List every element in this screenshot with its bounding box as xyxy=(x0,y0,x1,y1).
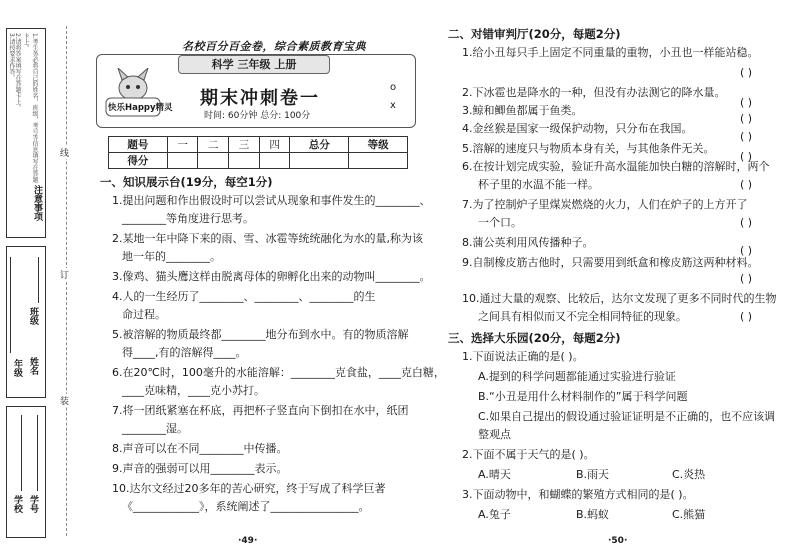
q-line: 7.将一团纸紧塞在杯底，再把杯子竖直向下倒扣在水中，纸团 xyxy=(112,404,409,417)
tf-question: 8.蒲公英利用风传播种子。 xyxy=(462,236,594,249)
field-class: 班级 xyxy=(28,307,38,325)
mc-option[interactable]: A.晴天 xyxy=(478,468,511,481)
id-box xyxy=(6,406,46,538)
mc-question: 2.下面不属于天气的是( )。 xyxy=(462,448,595,461)
slogan: 名校百分百金卷，综合素质教育宝典 xyxy=(182,40,366,53)
mascot-logo xyxy=(104,68,173,120)
grade-line xyxy=(10,257,11,353)
q-line: 地一年的________。 xyxy=(122,250,221,263)
subject-tab: 科学 三年级 上册 xyxy=(178,55,330,74)
tf-answer-paren[interactable]: ( ) xyxy=(740,112,753,125)
score-row-label: 得分 xyxy=(109,153,168,169)
mc-option[interactable]: A.兔子 xyxy=(478,508,511,521)
score-header: 等级 xyxy=(349,137,408,153)
tf-question: 1.给小丑每只手上固定不同重量的重物，小丑也一样能站稳。 xyxy=(462,46,759,59)
notice-3: 3.请按要求作答。 xyxy=(8,33,15,81)
field-id: 学号 xyxy=(28,495,38,513)
exam-info: 时间: 60分钟 总分: 100分 xyxy=(204,111,311,121)
tf-answer-paren[interactable]: ( ) xyxy=(740,66,753,79)
logo-text: 快乐Happy精灵 xyxy=(108,103,173,113)
q-line: 4.人的一生经历了________、________、________的生 xyxy=(112,290,376,303)
score-header: 总分 xyxy=(290,137,349,153)
q-line: 10.达尔文经过20多年的苦心研究，终于写成了科学巨著 xyxy=(112,482,386,495)
mc-option[interactable]: B.蚂蚁 xyxy=(576,508,610,521)
tf-answer-paren[interactable]: ( ) xyxy=(740,216,753,229)
tf-question: 7.为了控制炉子里煤炭燃烧的火力，人们在炉子的上方开了 xyxy=(462,198,748,211)
score-table xyxy=(108,136,408,169)
class-line xyxy=(38,257,39,303)
page-number-right: ·50· xyxy=(608,536,628,546)
q-line: 3.像鸡、猫头鹰这样由脱离母体的卵孵化出来的动物叫________。 xyxy=(112,270,431,283)
q-line: 9.声音的强弱可以用________表示。 xyxy=(112,462,288,475)
school-line xyxy=(21,415,22,491)
field-grade: 年级 xyxy=(12,359,22,377)
score-header: 三 xyxy=(229,137,260,153)
side-mark-o: o xyxy=(390,82,397,93)
section1-title: 一、知识展示台(19分，每空1分) xyxy=(100,175,273,189)
field-name: 姓名 xyxy=(28,357,38,375)
q-line: 8.声音可以在不同________中传播。 xyxy=(112,442,288,455)
section2-title: 二、对错审判厅(20分，每题2分) xyxy=(448,27,621,41)
q-line: 6.在20℃时，100毫升的水能溶解：________克食盐，____克白糖， xyxy=(112,366,445,379)
fold-line xyxy=(66,26,67,536)
tf-answer-paren[interactable]: ( ) xyxy=(740,96,753,109)
q-line: 得____,有的溶解得____。 xyxy=(122,346,247,359)
page-number-left: ·49· xyxy=(238,536,258,546)
score-header: 二 xyxy=(198,137,229,153)
tf-answer-paren[interactable]: ( ) xyxy=(740,130,753,143)
score-cell[interactable] xyxy=(167,153,198,169)
mc-question: 1.下面说法正确的是( )。 xyxy=(462,350,584,363)
score-row xyxy=(109,153,408,169)
tf-answer-paren[interactable]: ( ) xyxy=(740,272,753,285)
score-cell[interactable] xyxy=(229,153,260,169)
tf-answer-paren[interactable]: ( ) xyxy=(740,178,753,191)
mc-option[interactable]: C.熊猫 xyxy=(672,508,706,521)
q-line: 5.被溶解的物质最终都________地分布到水中。有的物质溶解 xyxy=(112,328,409,341)
fold-mark-line: 线 xyxy=(60,146,69,159)
tf-answer-paren[interactable]: ( ) xyxy=(740,244,753,257)
exam-title: 期末冲刺卷一 xyxy=(200,88,320,109)
section3-title: 三、选择大乐园(20分，每题2分) xyxy=(448,331,621,345)
notice-1: 1.考生务必将自己的姓名，班级，考号等信息填写在答题卡上。 xyxy=(22,33,38,183)
tf-question-cont: 杯子里的水温不能一样。 xyxy=(478,178,599,191)
q-line: 命过程。 xyxy=(122,308,166,321)
notice-box xyxy=(6,28,46,238)
mc-option[interactable]: B.雨天 xyxy=(576,468,610,481)
tf-question: 9.自制橡皮筋古他时，只需要用到纸盒和橡皮筋这两种材料。 xyxy=(462,256,759,269)
tf-question: 2.下冰雹也是降水的一种，但没有办法测它的降水量。 xyxy=(462,86,726,99)
tf-question: 6.在按计划完成实验，验证升高水温能加快白糖的溶解时，两个 xyxy=(462,160,770,173)
q-line: 《____________》，系统阐述了________________。 xyxy=(122,500,370,513)
mc-option[interactable]: C.如果自己提出的假设通过验证证明是不正确的，也不应该调 xyxy=(478,410,776,423)
tf-answer-paren[interactable]: ( ) xyxy=(740,310,753,323)
id-line xyxy=(37,415,38,491)
mc-option[interactable]: A.提到的科学问题都能通过实验进行验证 xyxy=(478,370,676,383)
score-cell[interactable] xyxy=(349,153,408,169)
tf-question: 5.溶解的速度只与物质本身有关，与其他条件无关。 xyxy=(462,142,715,155)
tf-question-cont: 之间具有相似而又不完全相同特征的现象。 xyxy=(478,310,687,323)
q-line: ____克味精，____克小苏打。 xyxy=(122,384,265,397)
score-header-row xyxy=(109,137,408,153)
mc-option[interactable]: B.“小丑是用什么材料制作的”属于科学问题 xyxy=(478,390,688,403)
mc-option[interactable]: C.炎热 xyxy=(672,468,706,481)
field-school: 学校 xyxy=(12,495,22,513)
tf-question-cont: 一个口。 xyxy=(478,216,522,229)
q-line: ________等角度进行思考。 xyxy=(122,212,254,225)
score-header: 一 xyxy=(167,137,198,153)
score-cell[interactable] xyxy=(198,153,229,169)
tf-question: 4.金丝猴是国家一级保护动物，只分布在我国。 xyxy=(462,122,693,135)
tf-answer-paren[interactable]: ( ) xyxy=(740,150,753,163)
q-line: 1.提出问题和作出假设时可以尝试从现象和事件发生的________、 xyxy=(112,194,431,207)
info-box xyxy=(6,246,46,398)
mc-option-cont: 整观点 xyxy=(478,428,511,441)
notice-2: 2.请将答案填写在答题卡上。 xyxy=(14,33,21,111)
q-line: 2.某地一年中降下来的雨、雪、冰雹等统统融化为水的量,称为该 xyxy=(112,232,423,245)
score-header: 题号 xyxy=(109,137,168,153)
score-header: 四 xyxy=(259,137,290,153)
fold-mark-seal: 装 xyxy=(60,394,69,407)
tf-question: 10.通过大量的观察、比较后，达尔文发现了更多不同时代的生物 xyxy=(462,292,777,305)
tf-question: 3.鲸和鲫鱼都属于鱼类。 xyxy=(462,104,583,117)
side-mark-x: x xyxy=(390,100,396,111)
notice-title: 注意事项 xyxy=(32,185,42,221)
fold-mark-bind: 订 xyxy=(60,268,69,281)
score-cell[interactable] xyxy=(259,153,290,169)
margin-strip xyxy=(6,28,54,538)
score-cell[interactable] xyxy=(290,153,349,169)
mc-question: 3.下面动物中，和蝴蝶的繁殖方式相同的是( )。 xyxy=(462,488,694,501)
q-line: ________湿。 xyxy=(122,422,188,435)
